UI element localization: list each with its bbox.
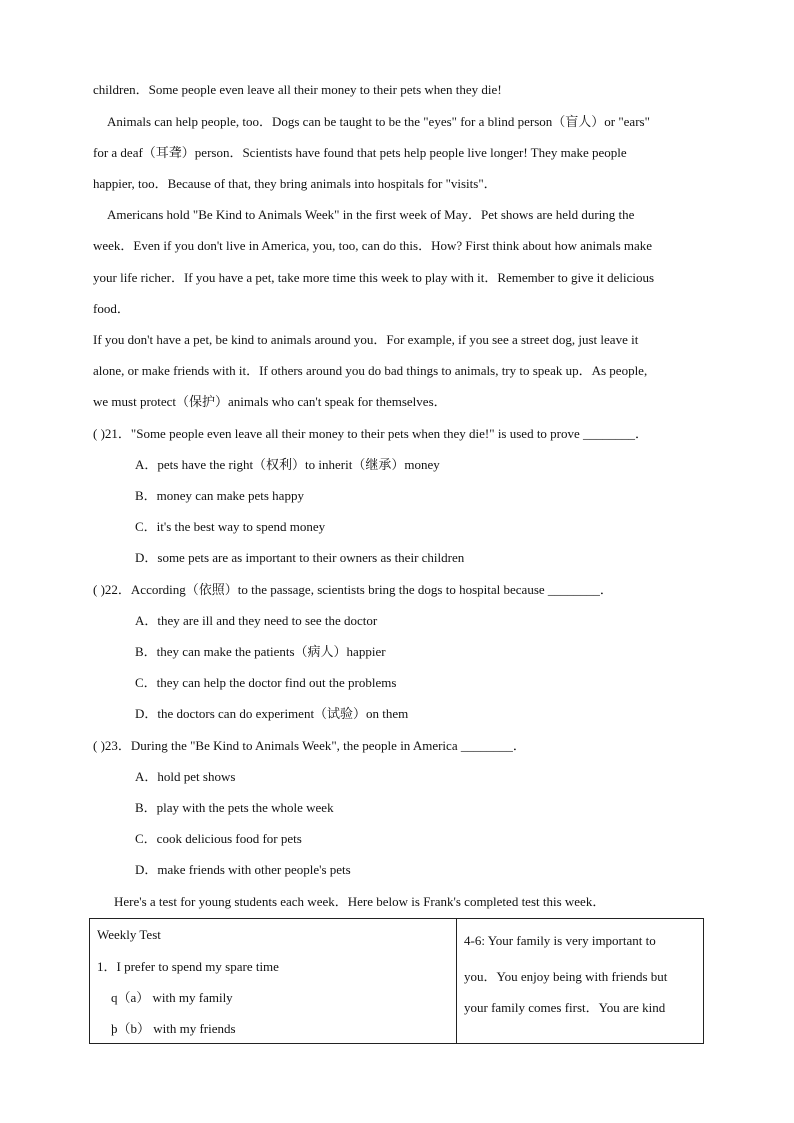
option-b: B．play with the pets the whole week <box>135 800 334 815</box>
passage-line: Animals can help people, too．Dogs can be taught to be the "eyes" for a blind person（盲人）or "ears" <box>107 114 650 129</box>
passage-line: we must protect（保护）animals who can't speak for themselves． <box>93 394 447 409</box>
test-question: 1．I prefer to spend my spare time <box>97 959 279 974</box>
test-result-line: 4-6: Your family is very important to <box>464 933 656 948</box>
option-d: D．the doctors can do experiment（试验）on them <box>135 706 409 721</box>
passage-line: your life richer．If you have a pet, take more time this week to play with it．Remember to give it delicious <box>93 270 655 285</box>
test-option-b: þ（b） with my friends <box>111 1021 236 1036</box>
test-right-cell <box>457 919 704 1044</box>
passage-line: Americans hold "Be Kind to Animals Week" in the first week of May．Pet shows are held during the <box>107 207 635 222</box>
option-b: B．money can make pets happy <box>135 488 304 503</box>
passage-line: week．Even if you don't live in America, you, too, can do this．How? First think about how animals make <box>93 238 653 253</box>
option-c: C．they can help the doctor find out the problems <box>135 675 397 690</box>
weekly-test-table <box>89 918 704 1044</box>
passage-line: food． <box>93 301 130 316</box>
option-d: D．some pets are as important to their owners as their children <box>135 550 465 565</box>
option-a: A．hold pet shows <box>135 769 236 784</box>
intro-text: Here's a test for young students each week．Here below is Frank's completed test this week． <box>114 894 606 909</box>
question-stem: ( )21．"Some people even leave all their money to their pets when they die!" is used to prove ________． <box>93 426 649 441</box>
option-d: D．make friends with other people's pets <box>135 862 351 877</box>
passage-line: If you don't have a pet, be kind to animals around you．For example, if you see a street dog, just leave it <box>93 332 639 347</box>
option-c: C．cook delicious food for pets <box>135 831 302 846</box>
test-result-line: you．You enjoy being with friends but <box>464 969 668 984</box>
test-option-a: q（a） with my family <box>111 990 233 1005</box>
passage-line: happier, too．Because of that, they bring animals into hospitals for "visits"． <box>93 176 497 191</box>
test-title: Weekly Test <box>97 927 161 942</box>
passage-line: children．Some people even leave all their money to their pets when they die! <box>93 82 502 97</box>
option-b: B．they can make the patients（病人）happier <box>135 644 386 659</box>
test-left-cell <box>90 919 457 1044</box>
question-stem: ( )23．During the "Be Kind to Animals Week", the people in America ________． <box>93 738 526 753</box>
option-a: A．they are ill and they need to see the doctor <box>135 613 378 628</box>
option-a: A．pets have the right（权利）to inherit（继承）money <box>135 457 440 472</box>
passage-line: for a deaf（耳聋）person．Scientists have found that pets help people live longer! They make people <box>93 145 627 160</box>
test-result-line: your family comes first．You are kind <box>464 1000 666 1015</box>
question-stem: ( )22．According（依照）to the passage, scientists bring the dogs to hospital because ________． <box>93 582 613 597</box>
passage-line: alone, or make friends with it．If others around you do bad things to animals, try to speak up．As people, <box>93 363 648 378</box>
option-c: C．it's the best way to spend money <box>135 519 326 534</box>
